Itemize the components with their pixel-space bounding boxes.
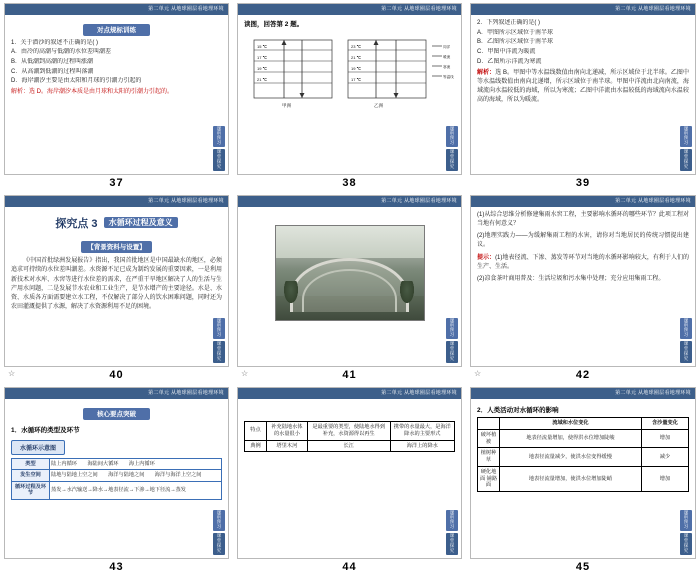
slide-cell-37 <box>0 0 233 192</box>
slide-header-text: 第二单元 从地球圈层看地理环境 <box>615 6 691 12</box>
slide-header-text: 第二单元 从地球圈层看地理环境 <box>615 390 691 396</box>
question-line: (1)从综合思维分析修建集雨水窖工程，主要影响水循环的哪些环节？此项工程对当地有何意义？ <box>477 212 689 227</box>
slide-header-text: 第二单元 从地球圈层看地理环境 <box>615 198 691 204</box>
badge-secondary: 课堂探究 <box>213 341 225 363</box>
svg-text:19 ℃: 19 ℃ <box>351 66 362 71</box>
slide-header-text: 第二单元 从地球圈层看地理环境 <box>381 390 457 396</box>
row-key: 硬化地面 铺路面 <box>478 466 500 491</box>
row-footer <box>470 177 696 192</box>
row-value: 陆地与陆地上空之间 海洋与陆地之间 海洋与海洋上空之间 <box>50 470 222 482</box>
slide-cell-40 <box>0 192 233 384</box>
svg-text:等温线: 等温线 <box>443 75 454 79</box>
answer-text: (1)地表径流、下渗、蒸发等环节对当地的水循环影响较大，有利于人们的生产、生活。 <box>477 255 689 270</box>
corner-badges <box>680 126 692 172</box>
row-footer <box>237 561 462 577</box>
column-header: 含沙量变化 <box>641 418 688 430</box>
row-footer <box>4 561 229 577</box>
svg-text:21 ℃: 21 ℃ <box>351 55 362 60</box>
slide-header-bar <box>5 388 228 399</box>
cell: 携带的水量最大，是海洋降水的主要形式 <box>390 422 454 441</box>
slide-body-41 <box>238 207 461 366</box>
row-footer <box>4 369 229 384</box>
slide-body-38 <box>238 15 461 174</box>
page-number: 41 <box>342 369 357 381</box>
svg-text:19 ℃: 19 ℃ <box>257 66 268 71</box>
cell: 长江 <box>307 440 390 452</box>
explore-body-text: 《中国首批绿洲发展报告》指出，我国首批地区是中国最缺水的地区，必须追求可持续的水位差叫潮差。水资源不足已成为制约发展的重要因素，一是利用新技术对水库、水窖等进行水位差的需求，在严重干旱地区解决了人的生活与生产用水问题，二是发展节水农业和工业生产，是节水增产的主要途径。水是、水资、水质各方面需要建立水工程，不仅解决了部分人的饮水困难问题，同时还为农田灌溉提供了水源，解决了水资源利用不足的困境。 <box>11 258 222 311</box>
star-marks: ☆ <box>474 369 483 378</box>
badge-secondary: 课堂探究 <box>680 341 692 363</box>
badge-primary: 课前预习 <box>446 126 458 148</box>
photo-tree <box>284 281 298 303</box>
table-row <box>478 448 689 467</box>
answer-block <box>477 69 689 105</box>
row-key: 循环过程及环节 <box>12 481 50 499</box>
cycle-features-table <box>244 421 455 452</box>
slide-body-43 <box>5 399 228 558</box>
badge-secondary: 课堂探究 <box>446 149 458 171</box>
svg-text:寒流: 寒流 <box>443 65 451 69</box>
slide-45[interactable] <box>470 387 696 559</box>
cell: 塔里木河 <box>267 440 308 452</box>
question-line: 1．关于潜沙的叙述不正确的是( ) <box>11 39 99 46</box>
sub-heading: 2．人类活动对水循环的影响 <box>477 407 559 414</box>
slide-44[interactable] <box>237 387 462 559</box>
cell: 是最重要的类型，使陆地水得到补充，水资源得以再生 <box>307 422 390 441</box>
question-line: C．从高潮到低潮的过程叫落潮 <box>11 68 94 75</box>
badge-secondary: 课堂探究 <box>446 341 458 363</box>
svg-text:23 ℃: 23 ℃ <box>351 44 362 49</box>
svg-text:暖流: 暖流 <box>443 55 451 59</box>
slide-cell-43 <box>0 384 233 577</box>
slide-cell-38 <box>233 0 466 192</box>
slide-header-text: 第二单元 从地球圈层看地理环境 <box>148 6 224 12</box>
section-title-43: 核心要点突破 <box>83 408 150 420</box>
table-row <box>12 470 222 482</box>
badge-primary: 课前预习 <box>446 318 458 340</box>
cell: 地表径流量减少，使洪水位变得缓慢 <box>500 448 642 467</box>
answer-label: 解析： <box>477 70 496 77</box>
slide-body-44 <box>238 399 461 558</box>
slide-header-text: 第二单元 从地球圈层看地理环境 <box>148 390 224 396</box>
slide-cell-41 <box>233 192 466 384</box>
answer-text: (2)凉食茶叶商用普及：生活垃圾和污水集中处理；充分应用集雨工程。 <box>477 276 665 282</box>
explore-title-text: 探究点 3 <box>55 218 98 230</box>
table-row <box>12 458 222 470</box>
slide-header-bar <box>238 4 461 15</box>
page-number: 39 <box>575 177 591 189</box>
badge-secondary: 课堂探究 <box>680 149 692 171</box>
slide-43[interactable] <box>4 387 229 559</box>
slide-header-text: 第二单元 从地球圈层看地理环境 <box>381 6 457 12</box>
answer-block <box>477 254 689 272</box>
slide-cell-42 <box>466 192 700 384</box>
question-line: (2)地理实践力——为缓解集雨工程的水害，请你对当地居民的传统习惯提出建议。 <box>477 233 689 248</box>
page-number: 44 <box>342 561 357 573</box>
slide-body-45 <box>471 399 695 558</box>
page-number: 38 <box>342 177 357 189</box>
corner-badges <box>213 318 225 364</box>
table-row <box>478 466 689 491</box>
badge-primary: 课前预习 <box>213 126 225 148</box>
explore-heading <box>11 215 222 231</box>
slide-header-bar <box>238 196 461 207</box>
badge-primary: 课前预习 <box>680 126 692 148</box>
page-number: 40 <box>109 369 124 381</box>
star-marks: ☆ <box>241 369 250 378</box>
badge-primary: 课前预习 <box>213 510 225 532</box>
explore-tag: 水循环过程及意义 <box>104 217 178 228</box>
svg-text:15 ℃: 15 ℃ <box>257 44 268 49</box>
question-line: B．乙图所示区域位于南半球 <box>477 39 554 46</box>
row-key: 发生空间 <box>12 470 50 482</box>
question-line: D．乙图所示洋流为寒流 <box>477 58 542 65</box>
row-footer <box>4 177 229 192</box>
ocean-current-diagram <box>244 32 455 116</box>
slide-header-bar <box>471 4 695 15</box>
badge-secondary: 课堂探究 <box>680 533 692 555</box>
water-cycle-structure-table <box>11 458 222 500</box>
cell: 地表径流量增加，使得洪水位增加陡峻 <box>500 429 642 448</box>
star-marks: ☆ <box>8 369 17 378</box>
row-key: 破坏植被 <box>478 429 500 448</box>
svg-text:17 ℃: 17 ℃ <box>351 77 362 82</box>
slide-body-40 <box>5 207 228 366</box>
row-key: 类型 <box>12 458 50 470</box>
badge-primary: 课前预习 <box>213 318 225 340</box>
question-line: A．由冷的高潮与低潮的水位差叫潮差 <box>11 49 112 56</box>
question-line: D．海岸潮汐主要是由太阳和月球的引潮力引起的 <box>11 78 142 85</box>
prompt-text: 读图，回答第 2 题。 <box>244 21 304 28</box>
corner-badges <box>446 318 458 364</box>
photo-sky <box>276 226 424 258</box>
slide-header-bar <box>238 388 461 399</box>
cell: 减少 <box>641 448 688 467</box>
corner-badges <box>680 318 692 364</box>
slide-cell-39 <box>466 0 700 192</box>
slide-header-bar <box>471 196 695 207</box>
slide-cell-44 <box>233 384 466 577</box>
cell: 地表径流量增加，使洪水位增加陡峭 <box>500 466 642 491</box>
page-number: 45 <box>575 561 591 573</box>
table-row <box>478 429 689 448</box>
question-line: 2．下列叙述正确的是( ) <box>477 20 541 26</box>
badge-secondary: 课堂探究 <box>213 149 225 171</box>
slide-39[interactable] <box>470 3 696 175</box>
corner-badges <box>213 126 225 172</box>
row-value: 蒸发→水汽输送→降水→地表径流→下渗→地下径流→蒸发 <box>50 481 222 499</box>
section-title-37: 对点规标训练 <box>83 24 150 36</box>
badge-primary: 课前预习 <box>680 510 692 532</box>
slide-header-text: 第二单元 从地球圈层看地理环境 <box>148 198 224 204</box>
question-line: A．甲图所示区域位于南半球 <box>477 29 554 36</box>
badge-secondary: 课堂探究 <box>213 533 225 555</box>
answer-label: 提示： <box>477 255 496 261</box>
slide-cell-45 <box>466 384 700 577</box>
cell: 增加 <box>641 429 688 448</box>
diagram-caption: 水循环示意图 <box>11 440 65 455</box>
slide-body-39 <box>471 15 695 174</box>
water-cellar-photo <box>275 225 425 321</box>
cell: 补充陆地水体的水量很小 <box>267 422 308 441</box>
slide-header-bar <box>471 388 695 399</box>
table-row <box>12 481 222 499</box>
slide-40[interactable] <box>4 195 229 367</box>
corner-cell <box>478 418 500 430</box>
answer-text: 解析：选 D。海岸潮汐本质是由月球和太阳的引潮力引起的。 <box>11 88 174 95</box>
slide-body-37 <box>5 15 228 174</box>
row-key: 典例 <box>245 440 267 452</box>
slide-header-bar <box>5 196 228 207</box>
row-footer <box>237 177 462 192</box>
page-number: 42 <box>575 369 591 381</box>
corner-badges <box>446 510 458 556</box>
row-value: 陆上内循环 海陆间大循环 海上内循环 <box>50 458 222 470</box>
table-row <box>245 422 455 441</box>
corner-badges <box>446 126 458 172</box>
question-line: C．甲图中洋流为暖流 <box>477 49 536 56</box>
svg-text:乙洲: 乙洲 <box>374 103 383 108</box>
row-footer <box>470 561 696 577</box>
svg-text:17 ℃: 17 ℃ <box>257 55 268 60</box>
slide-body-42 <box>471 207 695 366</box>
table-row <box>245 440 455 452</box>
corner-badges <box>680 510 692 556</box>
slide-38[interactable] <box>237 3 462 175</box>
slide-42[interactable] <box>470 195 696 367</box>
photo-tree <box>400 281 414 303</box>
answer-text: 选 B。甲图中等水温线数值由南向北递减，所示区域位于北半球。乙图中等水温线数值由南向北递增，所示区域位于南半球。甲图中洋流由北向南流，海域流向水温较低的海域，所以为寒流；乙图中洋流由水温较低的海域流向水温较高的海域，所以为暖流。 <box>477 70 689 104</box>
row-footer <box>237 369 462 384</box>
slide-header-bar <box>5 4 228 15</box>
page-number: 43 <box>109 561 124 573</box>
row-footer <box>470 369 696 384</box>
page-number: 37 <box>109 177 124 189</box>
slide-header-text: 第二单元 从地球圈层看地理环境 <box>381 198 457 204</box>
human-impact-table <box>477 417 689 492</box>
badge-secondary: 课堂探究 <box>446 533 458 555</box>
cell: 增加 <box>641 466 688 491</box>
slide-37[interactable] <box>4 3 229 175</box>
svg-text:21 ℃: 21 ℃ <box>257 77 268 82</box>
table-header-row <box>478 418 689 430</box>
row-key: 特点 <box>245 422 267 441</box>
corner-badges <box>213 510 225 556</box>
cell: 海洋上的降水 <box>390 440 454 452</box>
background-label: 【背景资料与设置】 <box>81 241 152 253</box>
svg-text:同洋: 同洋 <box>443 45 451 49</box>
row-key: 植树种草 <box>478 448 500 467</box>
slide-41[interactable] <box>237 195 462 367</box>
question-line: B．从低潮到高潮的过程叫涨潮 <box>11 58 94 65</box>
sub-heading: 1．水循环的类型及环节 <box>11 426 80 434</box>
svg-text:甲洲: 甲洲 <box>282 103 291 108</box>
badge-primary: 课前预习 <box>680 318 692 340</box>
diagram-svg <box>244 32 456 116</box>
badge-primary: 课前预习 <box>446 510 458 532</box>
column-header: 流域和水位变化 <box>500 418 642 430</box>
